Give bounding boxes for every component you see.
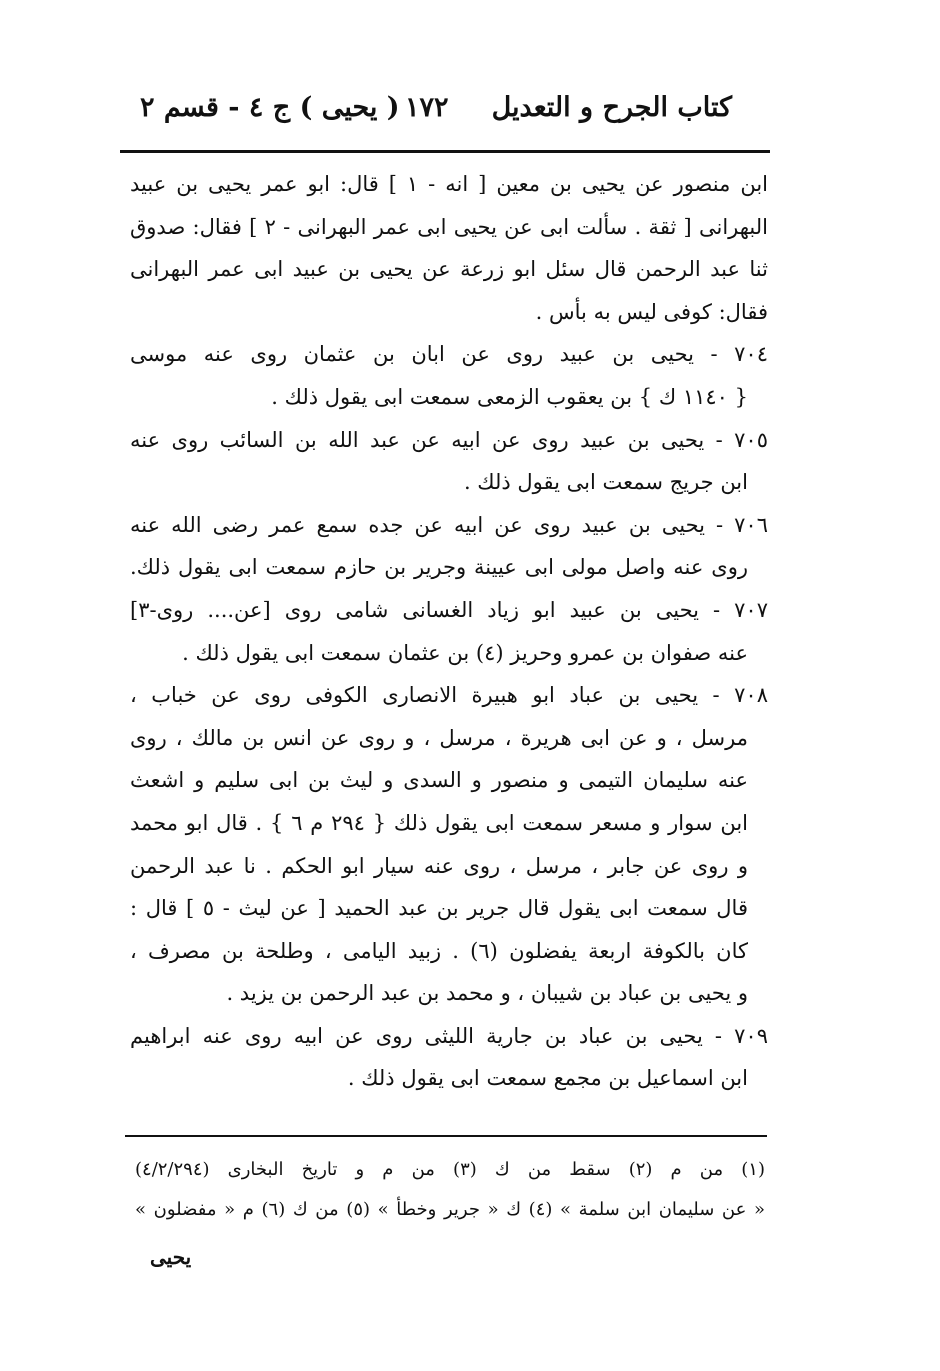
body-line: ثنا عبد الرحمن قال سئل ابو زرعة عن يحيى بن عبيد ابى عمر البهرانى — [130, 257, 768, 282]
body-line: و يحيى بن عباد بن شيبان ، و محمد بن عبد الرحمن بن يزيد . — [226, 981, 748, 1006]
entry-706-line: ٧٠٦ - يحيى بن عبيد روى عن ابيه عن جده سمع عمر رضى الله عنه — [130, 512, 768, 537]
entry-705-line: ٧٠٥ - يحيى بن عبيد روى عن ابيه عن عبد الله بن السائب روى عنه — [130, 427, 768, 452]
entry-708-line: ٧٠٨ - يحيى بن عباد ابو هبيرة الانصارى الكوفى روى عن خباب ، — [130, 683, 768, 708]
body-line: عنه صفوان بن عمرو وحريز (٤) بن عثمان سمعت ابى يقول ذلك . — [182, 640, 748, 665]
body-line: روى عنه واصل مولى ابى عيينة وجرير بن حازم سمعت ابى يقول ذلك. — [130, 555, 748, 580]
page-number: ١٧٢ — [405, 92, 449, 123]
body-line: ابن اسماعيل بن مجمع سمعت ابى يقول ذلك . — [347, 1066, 748, 1091]
footnote-line: (١) من م (٢) سقط من ك (٣) من م و تاريخ البخارى (٤/٢/٢٩٤) — [135, 1159, 765, 1180]
body-line: كان بالكوفة اربعة يفضلون (٦) . زبيد اليامى ، وطلحة بن مصرف ، — [130, 938, 748, 963]
body-line: فقال: كوفى ليس به بأس . — [535, 299, 768, 324]
body-line: مرسل ، و عن ابى هريرة ، مرسل ، و روى عن انس بن مالك ، روى — [130, 725, 748, 750]
body-line: ابن سوار و مسعر سمعت ابى يقول ذلك { ٢٩٤ م ٦ } . قال ابو محمد — [130, 810, 749, 835]
body-line: البهرانى [ ثقة . سألت ابى عن يحيى ابى عمر البهرانى - ٢ ] فقال: صدوق — [130, 214, 768, 239]
body-line: { ١١٤٠ ك } بن يعقوب الزمعى سمعت ابى يقول ذلك . — [271, 384, 748, 409]
book-title: كتاب الجرح و التعديل — [491, 92, 732, 123]
body-line: و روى عن جابر ، مرسل ، روى عنه سيار ابو الحكم . نا عبد الرحمن — [130, 853, 748, 878]
catchword: يحيى — [150, 1245, 192, 1269]
body-line: ابن جريج سمعت ابى يقول ذلك . — [463, 470, 748, 495]
body-line: عنه سليمان التيمى و منصور و السدى و ليث بن ابى سليم و اشعث — [130, 768, 748, 793]
body-line: ابن منصور عن يحيى بن معين [ انه - ١ ] قال: ابو عمر يحيى بن عبيد — [130, 172, 768, 196]
body-text — [130, 163, 768, 1100]
footnote-rule — [125, 1135, 767, 1137]
entry-704-line: ٧٠٤ - يحيى بن عبيد روى عن ابان بن عثمان روى عنه موسى — [130, 342, 768, 367]
page-header — [130, 92, 770, 138]
entry-709-line: ٧٠٩ - يحيى بن عباد بن جارية الليثى روى عن ابيه روى عنه ابراهيم — [130, 1023, 768, 1048]
footnote-line: « عن سليمان ابن سلمة » (٤) ك « جرير وخطأ » (٥) من ك (٦) م « مفضلون » — [135, 1199, 765, 1220]
footnotes — [135, 1150, 765, 1230]
header-rule — [120, 150, 770, 153]
body-line: قال سمعت ابى يقول قال جرير بن عبد الحميد [ عن ليث - ٥ ] قال : — [130, 896, 748, 921]
entry-707-line: ٧٠٧ - يحيى بن عبيد ابو زياد الغسانى شامى روى [عن.... روى-٣] — [130, 597, 768, 622]
volume-section: ( يحيى ) ج ٤ - قسم ٢ — [140, 92, 400, 123]
